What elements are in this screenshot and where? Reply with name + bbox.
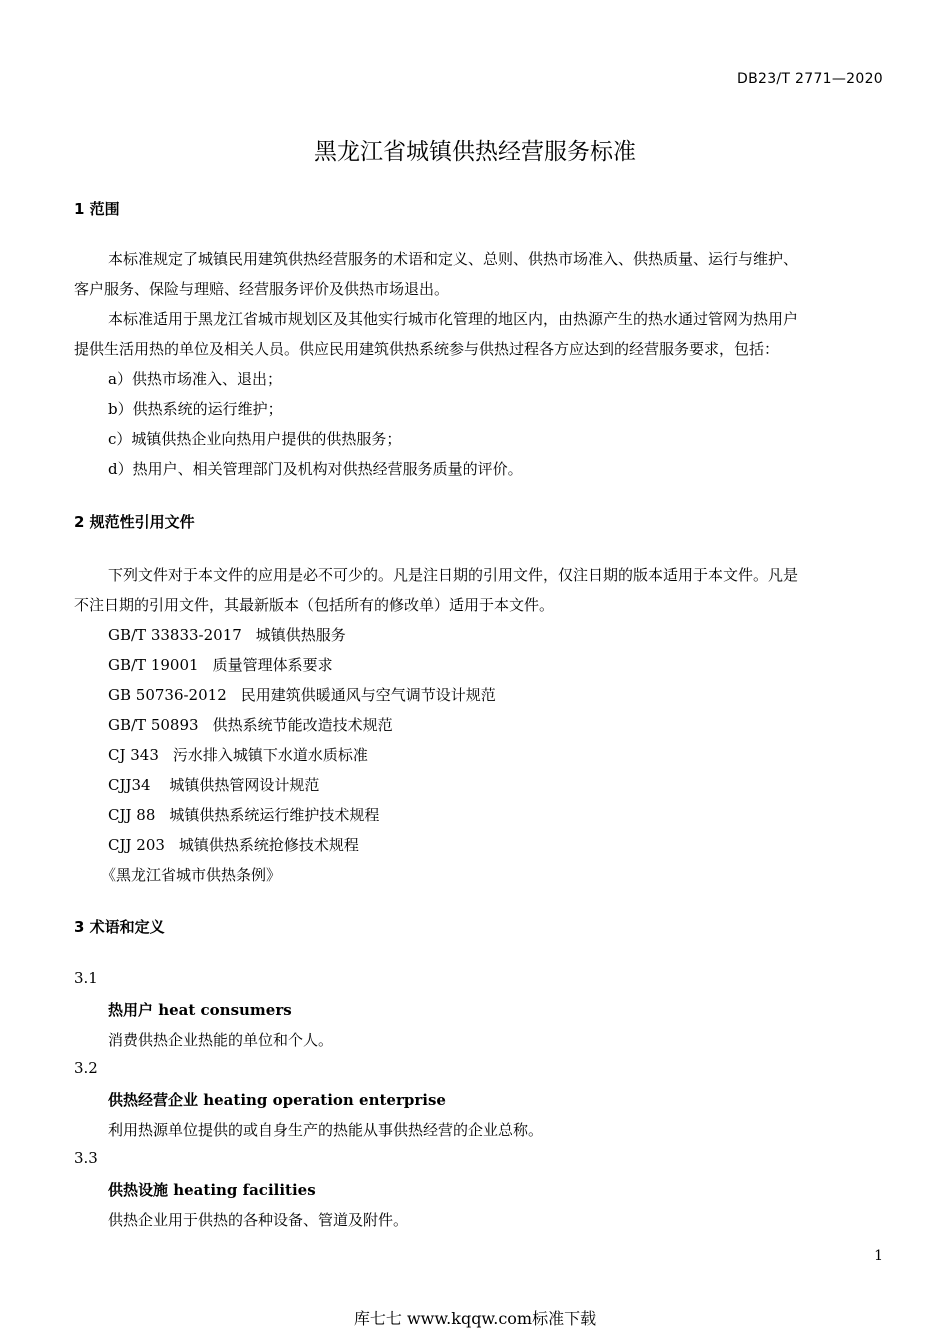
reference-title: 城镇供热系统抢修技术规程 — [178, 836, 359, 854]
section-1-paragraph-1-line-1: 本标准规定了城镇民用建筑供热经营服务的术语和定义、总则、供热市场准入、供热质量、运行与维护、 — [108, 250, 799, 268]
standard-code: DB23/T 2771—2020 — [737, 71, 883, 87]
reference-code: CJJ 203 — [108, 836, 165, 854]
list-item: c）城镇供热企业向热用户提供的供热服务； — [108, 430, 402, 448]
section-1-heading: 1 范围 — [74, 200, 120, 218]
reference-title: 城镇供热服务 — [255, 626, 346, 644]
term-definition: 利用热源单位提供的或自身生产的热能从事供热经营的企业总称。 — [108, 1121, 544, 1139]
reference-title: 城镇供热管网设计规范 — [164, 776, 320, 794]
reference-title: 民用建筑供暖通风与空气调节设计规范 — [240, 686, 496, 704]
reference-code: CJJ 88 — [108, 806, 156, 824]
term-definition: 消费供热企业热能的单位和个人。 — [108, 1031, 334, 1049]
reference-code: GB 50736-2012 — [108, 686, 227, 704]
footer-watermark: 库七七 www.kqqw.com标准下载 — [353, 1309, 597, 1328]
regulation-reference: 《黑龙江省城市供热条例》 — [101, 866, 282, 884]
reference-title: 城镇供热系统运行维护技术规程 — [169, 806, 380, 824]
reference-item — [108, 714, 393, 735]
page-title: 黑龙江省城镇供热经营服务标准 — [314, 139, 636, 165]
page-number: 1 — [874, 1248, 883, 1264]
section-1-paragraph-2-line-1: 本标准适用于黑龙江省城市规划区及其他实行城市化管理的地区内，由热源产生的热水通过管网为热用户 — [108, 310, 799, 328]
reference-code: GB/T 33833-2017 — [108, 626, 242, 644]
term-number: 3.3 — [74, 1149, 98, 1167]
reference-item — [108, 774, 319, 795]
reference-title: 污水排入城镇下水道水质标准 — [172, 746, 368, 764]
section-1-paragraph-1-line-2: 客户服务、保险与理赔、经营服务评价及供热市场退出。 — [74, 280, 450, 298]
section-3-heading: 3 术语和定义 — [74, 918, 165, 936]
term-definition: 供热企业用于供热的各种设备、管道及附件。 — [108, 1211, 409, 1229]
reference-code: GB/T 19001 — [108, 656, 199, 674]
term-number: 3.1 — [74, 969, 98, 987]
section-1-paragraph-2-line-2: 提供生活用热的单位及相关人员。供应民用建筑供热系统参与供热过程各方应达到的经营服务要求，包括： — [74, 340, 780, 358]
term-number: 3.2 — [74, 1059, 98, 1077]
list-item: d）热用户、相关管理部门及机构对供热经营服务质量的评价。 — [108, 460, 523, 478]
term-title: 供热设施 heating facilities — [108, 1181, 316, 1199]
section-2-heading: 2 规范性引用文件 — [74, 513, 195, 531]
reference-item — [108, 834, 359, 855]
list-item: a）供热市场准入、退出； — [108, 370, 282, 388]
term-title: 热用户 heat consumers — [108, 1001, 292, 1019]
reference-item — [108, 624, 346, 645]
section-2-paragraph-line-1: 下列文件对于本文件的应用是必不可少的。凡是注日期的引用文件，仅注日期的版本适用于本文件。凡是 — [108, 566, 799, 584]
reference-code: CJJ34 — [108, 776, 151, 794]
reference-item — [108, 744, 368, 765]
reference-code: CJ 343 — [108, 746, 159, 764]
reference-item — [108, 804, 379, 825]
reference-title: 质量管理体系要求 — [212, 656, 333, 674]
list-item: b）供热系统的运行维护； — [108, 400, 283, 418]
reference-item — [108, 654, 333, 675]
reference-code: GB/T 50893 — [108, 716, 199, 734]
reference-item — [108, 684, 496, 705]
term-title: 供热经营企业 heating operation enterprise — [108, 1091, 446, 1109]
section-2-paragraph-line-2: 不注日期的引用文件，其最新版本（包括所有的修改单）适用于本文件。 — [74, 596, 555, 614]
reference-title: 供热系统节能改造技术规范 — [212, 716, 393, 734]
